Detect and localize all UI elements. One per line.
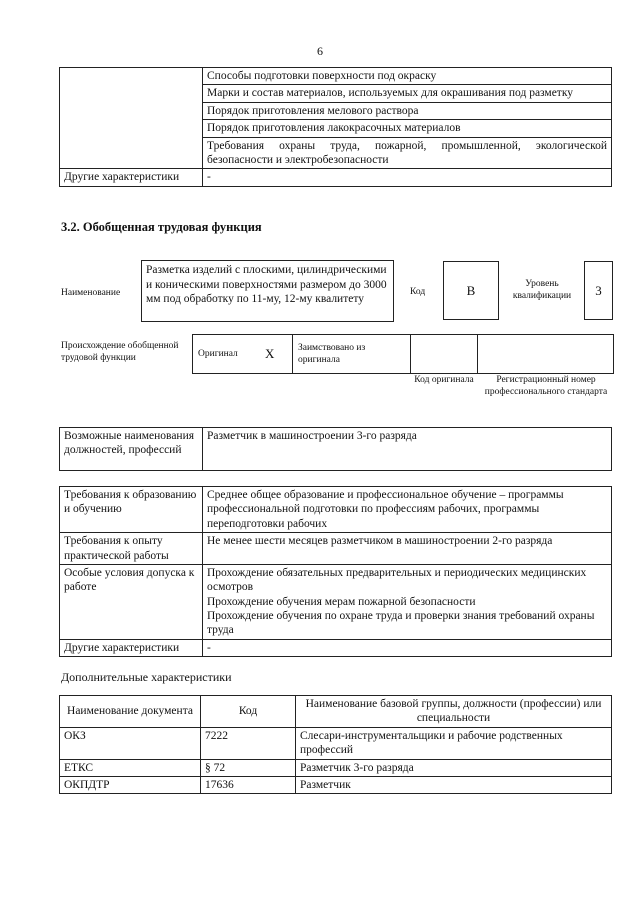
table-header-row [60, 696, 612, 728]
borrowed-label: Заимствовано из оригинала [298, 343, 366, 365]
table-row [60, 102, 612, 119]
table-row [60, 85, 612, 102]
header-code: Код [201, 696, 296, 728]
additional-title: Дополнительные характеристики [61, 670, 232, 684]
experience-value: Не менее шести месяцев разметчиком в машиностроении 2-го разряда [203, 533, 612, 565]
special-conditions-value [203, 564, 612, 639]
table-cell: Способы подготовки поверхности под окраску [203, 68, 612, 85]
level-value: 3 [595, 283, 602, 298]
education-value: Среднее общее образование и профессиональное обучение – программы профессиональной подготовки по профессиям рабочих, программы переподготовки рабочих [203, 487, 612, 533]
table-row [60, 428, 612, 471]
table-row [60, 68, 612, 85]
table-cell: Марки и состав материалов, используемых для окрашивания под разметку [203, 85, 612, 102]
doc-cell: ОКПДТР [60, 776, 201, 793]
code-value: В [466, 283, 476, 298]
additional-table [59, 695, 612, 794]
origin-label: Происхождение обобщенной трудовой функции [61, 341, 179, 363]
table-row [60, 727, 612, 759]
section-title: 3.2. Обобщенная трудовая функция [61, 220, 262, 234]
special-condition-item: Прохождение обучения мерам пожарной безопасности [207, 595, 476, 608]
special-conditions-label: Особые условия допуска к работе [60, 564, 203, 639]
top-continuation-table [59, 67, 612, 187]
origin-box [192, 334, 614, 374]
special-condition-item: Прохождение обязательных предварительных и периодических медицинских осмотров [207, 566, 587, 594]
function-name-value: Разметка изделий с плоскими, цилиндрическими и коническими поверхностями размером до 3000 мм под обработку по 11-му, 12-му квалитету [146, 264, 387, 306]
table-row [60, 759, 612, 776]
reg-number-caption: Регистрационный номер профессионального стандарта [484, 375, 608, 397]
table-row [60, 533, 612, 565]
name-cell: Слесари-инструментальщики и рабочие родственных профессий [296, 727, 612, 759]
table-row [60, 776, 612, 793]
other-characteristics-value: - [203, 639, 612, 656]
table-row [60, 639, 612, 656]
other-characteristics-label: Другие характеристики [60, 639, 203, 656]
name-cell: Разметчик 3-го разряда [296, 759, 612, 776]
table-cell: Требования охраны труда, пожарной, промышленной, экологической безопасности и электробезопасности [203, 137, 612, 169]
function-name-box [141, 260, 394, 322]
code-original-caption: Код оригинала [414, 375, 474, 385]
code-box [443, 261, 499, 320]
doc-cell: ОКЗ [60, 727, 201, 759]
table-row [60, 487, 612, 533]
code-cell: 7222 [201, 727, 296, 759]
table-cell: Порядок приготовления лакокрасочных материалов [203, 120, 612, 137]
table-row [60, 169, 612, 186]
original-label: Оригинал [198, 349, 238, 359]
table-row [60, 120, 612, 137]
positions-label: Возможные наименования должностей, профессий [60, 428, 203, 471]
code-cell: § 72 [201, 759, 296, 776]
level-label: Уровень квалификации [512, 279, 572, 301]
other-characteristics-label: Другие характеристики [60, 169, 203, 186]
header-document: Наименование документа [60, 696, 201, 728]
name-cell: Разметчик [296, 776, 612, 793]
education-label: Требования к образованию и обучению [60, 487, 203, 533]
page-number: 6 [317, 44, 323, 58]
positions-table [59, 427, 612, 471]
doc-cell: ЕТКС [60, 759, 201, 776]
positions-value: Разметчик в машиностроении 3-го разряда [203, 428, 612, 471]
header-name: Наименование базовой группы, должности (профессии) или специальности [296, 696, 612, 728]
original-checkmark: Х [265, 346, 275, 361]
code-cell: 17636 [201, 776, 296, 793]
table-row [60, 564, 612, 639]
special-condition-item: Прохождение обучения по охране труда и проверки знания требований охраны труда [207, 610, 595, 637]
experience-label: Требования к опыту практической работы [60, 533, 203, 565]
level-box [584, 261, 613, 320]
table-row [60, 137, 612, 169]
other-characteristics-value: - [203, 169, 612, 186]
table-cell: Порядок приготовления мелового раствора [203, 102, 612, 119]
name-label: Наименование [61, 288, 121, 298]
code-label: Код [410, 287, 426, 297]
requirements-table [59, 486, 612, 657]
